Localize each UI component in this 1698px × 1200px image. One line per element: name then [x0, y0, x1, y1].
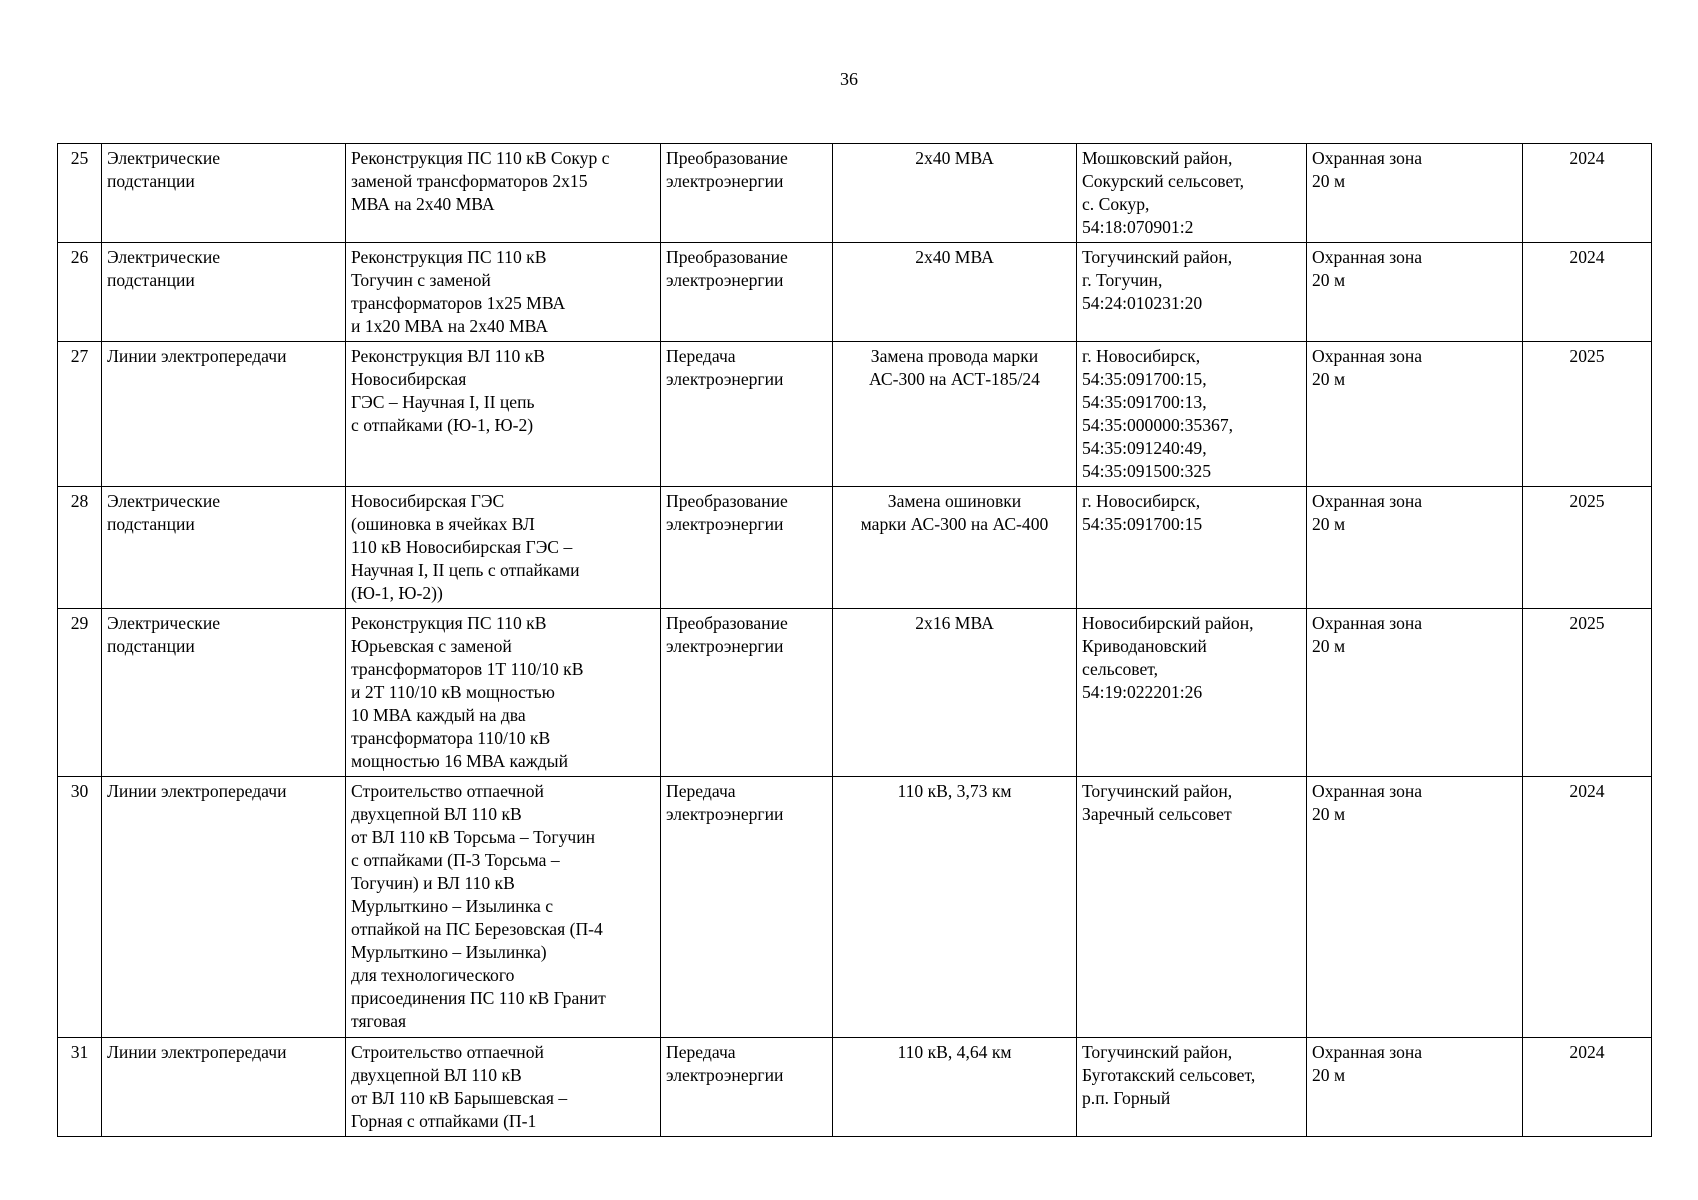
page-number: 36 [840, 69, 858, 89]
cell-text-line: электроэнергии [666, 636, 784, 656]
cell-text-line: подстанции [107, 636, 195, 656]
cell-text-line: Новосибирская ГЭС [351, 491, 505, 511]
object-type-cell [102, 243, 346, 342]
row-number-cell: 26 [58, 243, 102, 342]
object-type-cell [102, 342, 346, 487]
protection-zone-cell [1307, 144, 1523, 243]
cell-text-line: и 2Т 110/10 кВ мощностью [351, 682, 555, 702]
cell-text-line: сельсовет, [1082, 659, 1159, 679]
row-number-cell: 27 [58, 342, 102, 487]
cell-text-line: Юрьевская с заменой [351, 636, 512, 656]
row-number-cell: 28 [58, 487, 102, 609]
cell-text-line: электроэнергии [666, 171, 784, 191]
object-type-cell [102, 777, 346, 1038]
object-type-cell [102, 609, 346, 777]
cell-text-line: Охранная зона [1312, 247, 1423, 267]
cell-text-line: Преобразование [666, 247, 788, 267]
cell-text-line: электроэнергии [666, 804, 784, 824]
cell-text-line: Новосибирская [351, 369, 467, 389]
cell-text-line: 54:35:091240:49, [1082, 438, 1207, 458]
year-cell: 2024 [1523, 243, 1652, 342]
cell-text-line: Охранная зона [1312, 1042, 1423, 1062]
location-cell [1077, 1038, 1307, 1137]
cell-text-line: 2х40 МВА [915, 148, 994, 168]
object-name-cell [346, 777, 661, 1038]
cell-text-line: двухцепной ВЛ 110 кВ [351, 804, 522, 824]
cell-text-line: 2х16 МВА [915, 613, 994, 633]
protection-zone-cell [1307, 609, 1523, 777]
cell-text-line: 54:19:022201:26 [1082, 682, 1203, 702]
cell-text-line: подстанции [107, 171, 195, 191]
cell-text-line: Охранная зона [1312, 613, 1423, 633]
cell-text-line: 54:35:091700:15, [1082, 369, 1207, 389]
cell-text-line: Передача [666, 1042, 736, 1062]
cell-text-line: присоединения ПС 110 кВ Гранит [351, 988, 606, 1008]
characteristics-cell [833, 777, 1077, 1038]
cell-text-line: 110 кВ Новосибирская ГЭС – [351, 537, 573, 557]
purpose-cell [661, 487, 833, 609]
cell-text-line: электроэнергии [666, 1065, 784, 1085]
object-name-cell [346, 243, 661, 342]
cell-text-line: АС-300 на АСТ-185/24 [869, 369, 1040, 389]
object-name-cell [346, 609, 661, 777]
cell-text-line: Строительство отпаечной [351, 1042, 544, 1062]
year-cell: 2025 [1523, 487, 1652, 609]
table-row [58, 1038, 1652, 1137]
cell-text-line: Мурлыткино – Изылинка) [351, 942, 547, 962]
cell-text-line: подстанции [107, 514, 195, 534]
row-number-cell: 31 [58, 1038, 102, 1137]
characteristics-cell [833, 342, 1077, 487]
row-number-cell: 29 [58, 609, 102, 777]
cell-text-line: Тогучинский район, [1082, 781, 1233, 801]
cell-text-line: Электрические [107, 491, 221, 511]
table-row [58, 777, 1652, 1038]
cell-text-line: Электрические [107, 247, 221, 267]
cell-text-line: г. Тогучин, [1082, 270, 1163, 290]
cell-text-line: Реконструкция ВЛ 110 кВ [351, 346, 545, 366]
cell-text-line: Реконструкция ПС 110 кВ [351, 613, 547, 633]
characteristics-cell [833, 1038, 1077, 1137]
characteristics-cell [833, 144, 1077, 243]
location-cell [1077, 777, 1307, 1038]
cell-text-line: 110 кВ, 4,64 км [897, 1042, 1012, 1062]
cell-text-line: отпайкой на ПС Березовская (П-4 [351, 919, 603, 939]
cell-text-line: от ВЛ 110 кВ Барышевская – [351, 1088, 568, 1108]
row-number-cell: 30 [58, 777, 102, 1038]
cell-text-line: 20 м [1312, 804, 1346, 824]
cell-text-line: Тогучин с заменой [351, 270, 491, 290]
facilities-table [57, 143, 1652, 1137]
cell-text-line: двухцепной ВЛ 110 кВ [351, 1065, 522, 1085]
cell-text-line: Сокурский сельсовет, [1082, 171, 1245, 191]
location-cell [1077, 487, 1307, 609]
object-type-cell [102, 1038, 346, 1137]
cell-text-line: Тогучин) и ВЛ 110 кВ [351, 873, 515, 893]
object-name-cell [346, 487, 661, 609]
cell-text-line: трансформаторов 1х25 МВА [351, 293, 566, 313]
cell-text-line: Передача [666, 346, 736, 366]
year-cell: 2024 [1523, 777, 1652, 1038]
table-row [58, 609, 1652, 777]
protection-zone-cell [1307, 243, 1523, 342]
cell-text-line: Горная с отпайками (П-1 [351, 1111, 537, 1131]
purpose-cell [661, 342, 833, 487]
cell-text-line: 54:35:091500:325 [1082, 461, 1212, 481]
cell-text-line: Преобразование [666, 491, 788, 511]
cell-text-line: Криводановский [1082, 636, 1207, 656]
table-row [58, 243, 1652, 342]
cell-text-line: Новосибирский район, [1082, 613, 1254, 633]
row-number-cell: 25 [58, 144, 102, 243]
table-row [58, 144, 1652, 243]
cell-text-line: с отпайками (П-3 Торсьма – [351, 850, 560, 870]
purpose-cell [661, 609, 833, 777]
object-type-cell [102, 487, 346, 609]
cell-text-line: 20 м [1312, 270, 1346, 290]
object-type-cell [102, 144, 346, 243]
location-cell [1077, 609, 1307, 777]
cell-text-line: (ошиновка в ячейках ВЛ [351, 514, 535, 534]
cell-text-line: Электрические [107, 148, 221, 168]
characteristics-cell [833, 243, 1077, 342]
cell-text-line: трансформаторов 1Т 110/10 кВ [351, 659, 584, 679]
cell-text-line: Передача [666, 781, 736, 801]
characteristics-cell [833, 609, 1077, 777]
object-name-cell [346, 144, 661, 243]
protection-zone-cell [1307, 777, 1523, 1038]
cell-text-line: 20 м [1312, 171, 1346, 191]
cell-text-line: от ВЛ 110 кВ Торсьма – Тогучин [351, 827, 596, 847]
cell-text-line: Охранная зона [1312, 148, 1423, 168]
cell-text-line: 54:35:091700:13, [1082, 392, 1207, 412]
cell-text-line: Тогучинский район, [1082, 1042, 1233, 1062]
location-cell [1077, 243, 1307, 342]
cell-text-line: Заречный сельсовет [1082, 804, 1232, 824]
year-cell: 2025 [1523, 609, 1652, 777]
cell-text-line: 20 м [1312, 1065, 1346, 1085]
cell-text-line: Преобразование [666, 613, 788, 633]
cell-text-line: Научная I, II цепь с отпайками [351, 560, 580, 580]
cell-text-line: электроэнергии [666, 270, 784, 290]
cell-text-line: Линии электропередачи [107, 1042, 287, 1062]
cell-text-line: Преобразование [666, 148, 788, 168]
characteristics-cell [833, 487, 1077, 609]
cell-text-line: Охранная зона [1312, 781, 1423, 801]
year-cell: 2024 [1523, 1038, 1652, 1137]
cell-text-line: мощностью 16 МВА каждый [351, 751, 568, 771]
table-row [58, 342, 1652, 487]
cell-text-line: Реконструкция ПС 110 кВ [351, 247, 547, 267]
cell-text-line: 2х40 МВА [915, 247, 994, 267]
table-row [58, 487, 1652, 609]
cell-text-line: 20 м [1312, 369, 1346, 389]
cell-text-line: 20 м [1312, 636, 1346, 656]
protection-zone-cell [1307, 1038, 1523, 1137]
cell-text-line: МВА на 2х40 МВА [351, 194, 495, 214]
cell-text-line: и 1х20 МВА на 2х40 МВА [351, 316, 548, 336]
cell-text-line: Строительство отпаечной [351, 781, 544, 801]
cell-text-line: Электрические [107, 613, 221, 633]
cell-text-line: Линии электропередачи [107, 346, 287, 366]
purpose-cell [661, 1038, 833, 1137]
cell-text-line: 54:35:000000:35367, [1082, 415, 1234, 435]
cell-text-line: с. Сокур, [1082, 194, 1150, 214]
protection-zone-cell [1307, 487, 1523, 609]
cell-text-line: тяговая [351, 1011, 407, 1031]
purpose-cell [661, 777, 833, 1038]
cell-text-line: Охранная зона [1312, 491, 1423, 511]
cell-text-line: Охранная зона [1312, 346, 1423, 366]
cell-text-line: Замена провода марки [870, 346, 1039, 366]
cell-text-line: Тогучинский район, [1082, 247, 1233, 267]
cell-text-line: 54:35:091700:15 [1082, 514, 1203, 534]
cell-text-line: Буготакский сельсовет, [1082, 1065, 1256, 1085]
cell-text-line: электроэнергии [666, 514, 784, 534]
cell-text-line: электроэнергии [666, 369, 784, 389]
purpose-cell [661, 144, 833, 243]
cell-text-line: с отпайками (Ю-1, Ю-2) [351, 415, 534, 435]
cell-text-line: подстанции [107, 270, 195, 290]
cell-text-line: (Ю-1, Ю-2)) [351, 583, 443, 603]
table-body [58, 144, 1652, 1137]
location-cell [1077, 144, 1307, 243]
cell-text-line: Мошковский район, [1082, 148, 1233, 168]
cell-text-line: Реконструкция ПС 110 кВ Сокур с [351, 148, 610, 168]
year-cell: 2024 [1523, 144, 1652, 243]
cell-text-line: г. Новосибирск, [1082, 346, 1201, 366]
cell-text-line: р.п. Горный [1082, 1088, 1171, 1108]
cell-text-line: Замена ошиновки [887, 491, 1022, 511]
cell-text-line: 20 м [1312, 514, 1346, 534]
cell-text-line: Мурлыткино – Изылинка с [351, 896, 554, 916]
cell-text-line: для технологического [351, 965, 515, 985]
protection-zone-cell [1307, 342, 1523, 487]
cell-text-line: 10 МВА каждый на два [351, 705, 526, 725]
cell-text-line: Линии электропередачи [107, 781, 287, 801]
location-cell [1077, 342, 1307, 487]
object-name-cell [346, 1038, 661, 1137]
cell-text-line: марки АС-300 на АС-400 [860, 514, 1049, 534]
cell-text-line: г. Новосибирск, [1082, 491, 1201, 511]
purpose-cell [661, 243, 833, 342]
object-name-cell [346, 342, 661, 487]
cell-text-line: 54:18:070901:2 [1082, 217, 1194, 237]
year-cell: 2025 [1523, 342, 1652, 487]
cell-text-line: заменой трансформаторов 2х15 [351, 171, 588, 191]
cell-text-line: 54:24:010231:20 [1082, 293, 1203, 313]
cell-text-line: 110 кВ, 3,73 км [897, 781, 1012, 801]
cell-text-line: ГЭС – Научная I, II цепь [351, 392, 535, 412]
cell-text-line: трансформатора 110/10 кВ [351, 728, 551, 748]
